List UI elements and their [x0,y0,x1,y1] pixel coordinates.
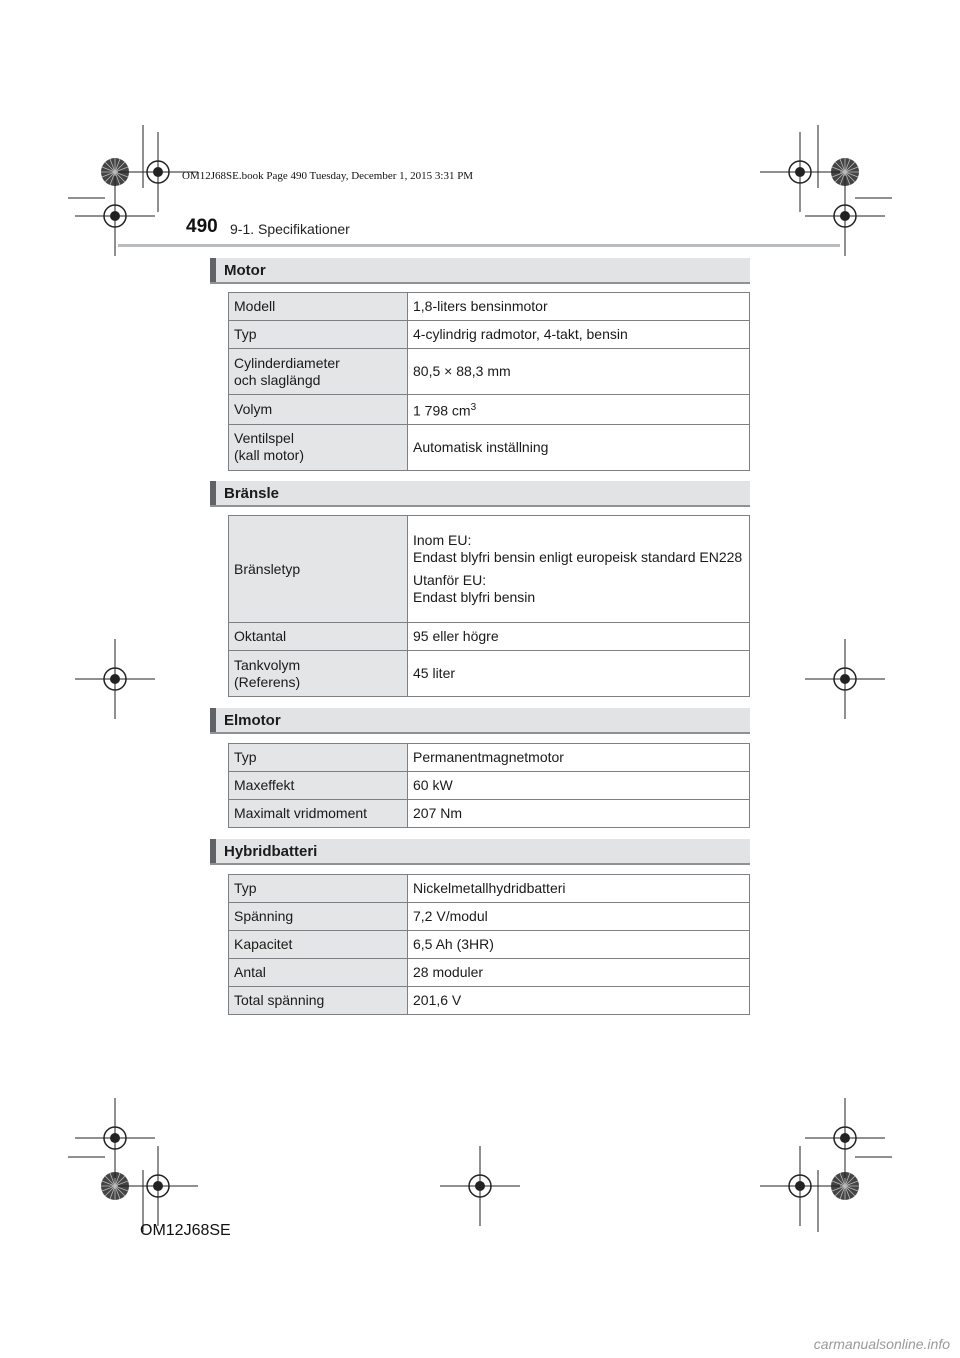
table-value: 1,8-liters bensinmotor [408,293,750,321]
value-paragraph [413,532,744,566]
header-rule [118,244,840,247]
bransle-table [228,515,750,697]
section-marker [210,839,216,863]
section-title: Hybridbatteri [224,843,318,860]
chapter-title: 9-1. Specifikationer [230,221,350,237]
key-line: och slaglängd [234,371,321,388]
table-value: 95 eller högre [408,623,750,651]
table-value: 6,5 Ah (3HR) [408,931,750,959]
key-line: (Referens) [234,673,301,690]
motor-table [228,292,750,471]
key-line: Cylinderdiameter [234,354,340,371]
elmotor-table [228,743,750,828]
section-title: Bränsle [224,485,280,502]
value-line: Inom EU: [413,532,472,548]
table-value: 45 liter [408,651,750,697]
table-key: Oktantal [229,623,408,651]
table-value: 80,5 × 88,3 mm [408,349,750,395]
section-marker [210,258,216,282]
hybridbatteri-table [228,874,750,1015]
key-line: Ventilspel [234,430,294,447]
table-row [229,744,750,772]
table-key [229,349,408,395]
section-title: Motor [224,262,266,279]
table-key: Typ [229,744,408,772]
table-key: Maxeffekt [229,772,408,800]
table-value: Automatisk inställning [408,424,750,470]
table-row [229,772,750,800]
value-line: Endast blyfri bensin enligt europeisk standard EN228 [413,549,743,565]
key-line: (kall motor) [234,447,305,464]
table-key: Spänning [229,903,408,931]
table-row [229,395,750,425]
table-key [229,424,408,470]
manual-code: OM12J68SE [140,1222,231,1239]
key-line: Tankvolym [234,656,301,673]
table-value: Nickelmetallhydridbatteri [408,875,750,903]
table-key: Bränsletyp [229,516,408,623]
table-key: Typ [229,321,408,349]
table-value: 207 Nm [408,800,750,828]
page-number: 490 [186,216,218,237]
table-row [229,349,750,395]
table-row [229,959,750,987]
section-header-motor [210,258,750,284]
table-key: Typ [229,875,408,903]
table-row [229,516,750,623]
table-key: Total spänning [229,987,408,1015]
table-row [229,293,750,321]
table-value [408,516,750,623]
table-key: Modell [229,293,408,321]
table-row [229,424,750,470]
table-row [229,321,750,349]
table-row [229,651,750,697]
value-paragraph [413,572,744,606]
table-value: 28 moduler [408,959,750,987]
value-line: Endast blyfri bensin [413,589,536,605]
watermark-text: carmanualsonline.info [813,1336,950,1352]
table-row [229,800,750,828]
table-key: Volym [229,395,408,425]
table-row [229,931,750,959]
table-row [229,623,750,651]
section-marker [210,708,216,732]
table-value [408,395,750,425]
superscript: 3 [470,402,477,413]
table-value: 201,6 V [408,987,750,1015]
table-value: 60 kW [408,772,750,800]
table-key: Antal [229,959,408,987]
value-text: 1 798 cm [413,402,471,419]
table-value: 7,2 V/modul [408,903,750,931]
table-key: Maximalt vridmoment [229,800,408,828]
book-info-line: OM12J68SE.book Page 490 Tuesday, December 1, 2015 3:31 PM [182,170,474,182]
table-row [229,903,750,931]
value-line: Utanför EU: [413,572,487,588]
table-value: 4-cylindrig radmotor, 4-takt, bensin [408,321,750,349]
table-key [229,651,408,697]
table-row [229,987,750,1015]
section-marker [210,481,216,505]
section-title: Elmotor [224,712,281,729]
section-header-elmotor [210,708,750,734]
section-header-hybridbatteri [210,839,750,865]
table-key: Kapacitet [229,931,408,959]
table-row [229,875,750,903]
table-value: Permanentmagnetmotor [408,744,750,772]
section-header-bransle [210,481,750,507]
